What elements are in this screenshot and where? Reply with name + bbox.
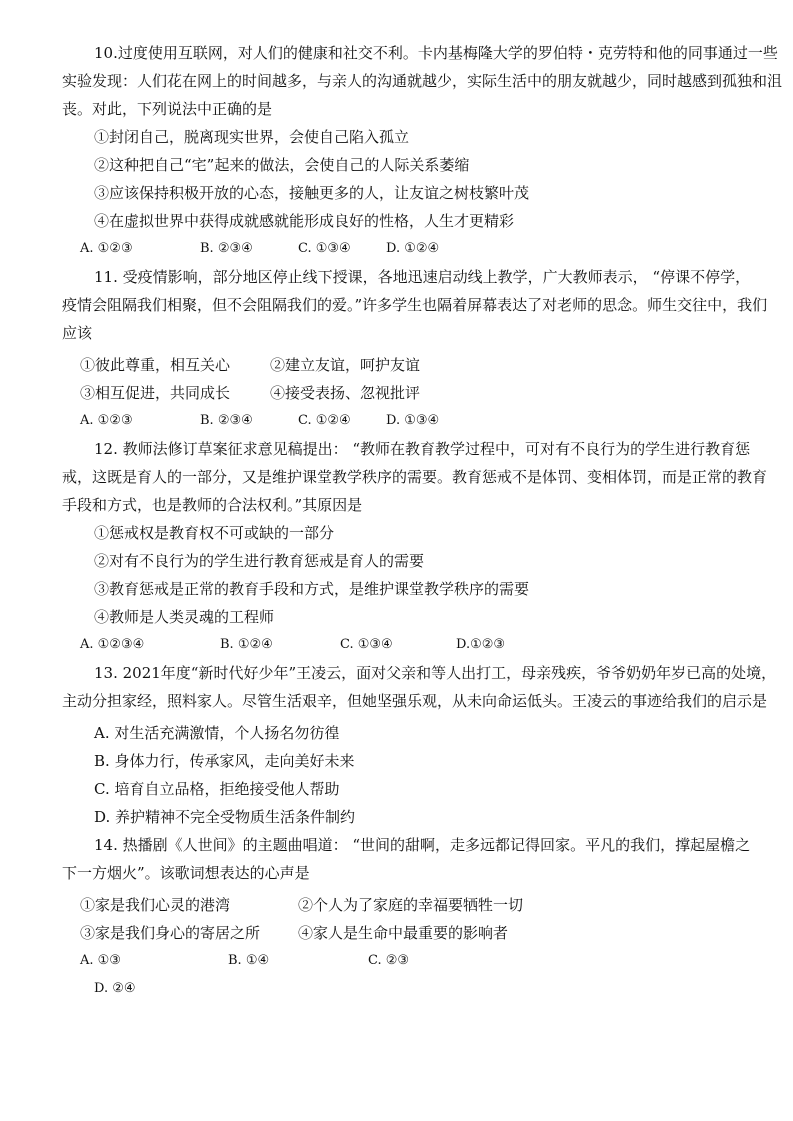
q14-option-c[interactable]: C. ②③: [368, 953, 410, 968]
q12-stem-line-2: 戒，这既是育人的一部分，又是维护课堂教学秩序的需要。教育惩戒不是体罚、变相体罚，而是正常的教育: [62, 468, 768, 486]
q11-option-c[interactable]: C. ①②④: [298, 413, 351, 428]
q11-stem-line-1: 11. 受疫情影响，部分地区停止线下授课，各地迅速启动线上教学，广大教师表示， “停课不停学，: [94, 268, 751, 286]
q12-option-b[interactable]: B. ①②④: [220, 637, 273, 652]
q14-stem-line-2: 下一方烟火”。该歌词想表达的心声是: [62, 864, 310, 882]
q14-option-b[interactable]: B. ①④: [228, 953, 270, 968]
q10-stem-line-2: 实验发现：人们花在网上的时间越多，与亲人的沟通就越少，实际生活中的朋友就越少，同时越感到孤独和沮: [62, 72, 783, 90]
q12-stem-line-3: 手段和方式，也是教师的合法权利。”其原因是: [62, 496, 363, 514]
q10-option-c[interactable]: C. ①③④: [298, 241, 351, 256]
q13-stem-line-1: 13. 2021年度“新时代好少年”王凌云，面对父亲和等人出打工，母亲残疾，爷爷奶奶年岁已高的处境，: [94, 664, 777, 682]
q12-stem-line-1: 12. 教师法修订草案征求意见稿提出： “教师在教育教学过程中，可对有不良行为的学生进行教育惩: [94, 440, 751, 458]
q14-item-4: ④家人是生命中最重要的影响者: [298, 924, 509, 942]
q10-option-d[interactable]: D. ①②④: [386, 241, 440, 256]
q10-item-4: ④在虚拟世界中获得成就感就能形成良好的性格，人生才更精彩: [94, 212, 515, 230]
q12-option-c[interactable]: C. ①③④: [340, 637, 393, 652]
q12-item-2: ②对有不良行为的学生进行教育惩戒是育人的需要: [94, 552, 425, 570]
q14-item-2: ②个人为了家庭的幸福要牺牲一切: [298, 896, 524, 914]
q12-option-a[interactable]: A. ①②③④: [80, 637, 145, 652]
q13-option-d[interactable]: D. 养护精神不完全受物质生活条件制约: [94, 808, 356, 826]
q11-item-2: ②建立友谊，呵护友谊: [270, 356, 421, 374]
q10-item-2: ②这种把自己“宅”起来的做法，会使自己的人际关系萎缩: [94, 156, 470, 174]
q13-option-a[interactable]: A. 对生活充满激情，个人扬名勿彷徨: [94, 724, 340, 742]
q11-item-1: ①彼此尊重，相互关心: [80, 356, 231, 374]
q10-option-a[interactable]: A. ①②③: [80, 241, 133, 256]
q14-stem-line-1: 14. 热播剧《人世间》的主题曲唱道： “世间的甜啊，走多远都记得回家。平凡的我们，撑起屋檐之: [94, 836, 751, 854]
q12-option-d[interactable]: D.①②③: [456, 637, 506, 652]
q14-option-d[interactable]: D. ②④: [94, 981, 136, 996]
q10-stem-line-3: 丧。对此，下列说法中正确的是: [62, 100, 273, 118]
q11-item-3: ③相互促进，共同成长: [80, 384, 231, 402]
q10-item-1: ①封闭自己，脱离现实世界，会使自己陷入孤立: [94, 128, 410, 146]
q13-option-b[interactable]: B. 身体力行，传承家风，走向美好未来: [94, 752, 355, 770]
q12-item-1: ①惩戒权是教育权不可或缺的一部分: [94, 524, 335, 542]
q11-stem-line-3: 应该: [62, 324, 93, 342]
q10-item-3: ③应该保持积极开放的心态，接触更多的人，让友谊之树枝繁叶茂: [94, 184, 530, 202]
q11-option-d[interactable]: D. ①③④: [386, 413, 440, 428]
q14-option-a[interactable]: A. ①③: [80, 953, 121, 968]
q11-option-b[interactable]: B. ②③④: [200, 413, 253, 428]
q11-option-a[interactable]: A. ①②③: [80, 413, 133, 428]
q14-item-3: ③家是我们身心的寄居之所: [80, 924, 261, 942]
q11-item-4: ④接受表扬、忽视批评: [270, 384, 421, 402]
q10-option-b[interactable]: B. ②③④: [200, 241, 253, 256]
q13-option-c[interactable]: C. 培育自立品格，拒绝接受他人帮助: [94, 780, 340, 798]
q12-item-4: ④教师是人类灵魂的工程师: [94, 608, 275, 626]
q10-stem-line-1: 10.过度使用互联网，对人们的健康和社交不利。卡内基梅隆大学的罗伯特・克劳特和他的同事通过一些: [94, 44, 778, 62]
q13-stem-line-2: 主动分担家经，照料家人。尽管生活艰辛，但她坚强乐观，从未向命运低头。王凌云的事迹给我们的启示是: [62, 692, 768, 710]
q14-item-1: ①家是我们心灵的港湾: [80, 896, 231, 914]
q12-item-3: ③教育惩戒是正常的教育手段和方式，是维护课堂教学秩序的需要: [94, 580, 530, 598]
q11-stem-line-2: 疫情会阻隔我们相聚，但不会阻隔我们的爱。”许多学生也隔着屏幕表达了对老师的思念。师生交往中，我们: [62, 296, 768, 314]
